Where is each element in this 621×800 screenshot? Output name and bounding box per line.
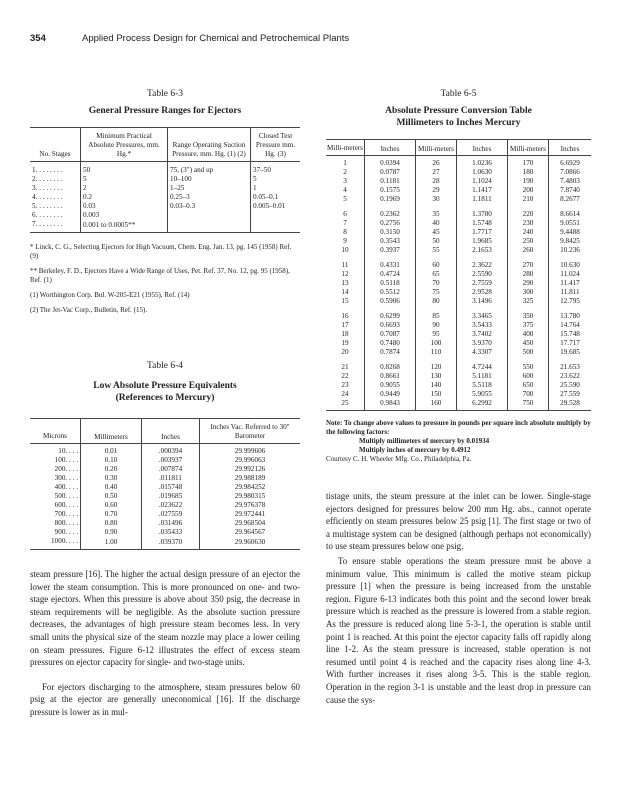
table-6-3-label: Table 6-3 <box>146 89 183 99</box>
right-paragraph-1: tistage units, the steam pressure at the inlet can be lower. Single-stage ejectors designed for pressures below 200 mm Hg. abs., cannot operate efficiently on steam pressures below 25 psig [1]. The first stage or two of a multistage system can be designed (although perhaps not economically) to use steam pressures below one psig. <box>326 491 591 552</box>
table-cell: 500 <box>508 348 549 357</box>
table-cell: 0.7480 <box>365 339 416 348</box>
table-6-4 <box>30 418 300 550</box>
table-cell: 11.417 <box>560 278 580 287</box>
table-row: 2. . . . . . . . 5 10–100 5 <box>32 174 257 183</box>
t64-header-inches: Inches <box>142 419 200 444</box>
table-6-4-title: Low Absolute Pressure Equivalents <box>93 381 237 391</box>
table-cell: 8 <box>326 228 365 237</box>
t65-header-in-1: Inches <box>365 140 416 156</box>
table-cell: 250 <box>508 237 549 246</box>
table-cell: 180 <box>508 168 549 177</box>
table-row <box>326 195 591 204</box>
table-cell: 0.9055 <box>365 381 416 390</box>
table-cell: 1.3780 <box>457 210 508 219</box>
table-cell: 400 <box>508 330 549 339</box>
table-cell: 750 <box>508 399 549 408</box>
table-cell: 140 <box>416 381 457 390</box>
table-cell: 27.559 <box>560 389 580 398</box>
table-row: 3. . . . . . . . 2 1–25 1 <box>32 183 257 192</box>
table-cell: 0.5512 <box>365 288 416 297</box>
table-cell: 0.1969 <box>365 195 416 204</box>
table-row: 200. . . . 0.20 .007874 29.992126 <box>30 465 300 474</box>
table-row: 900. . . . 0.90 .035433 29.964567 <box>30 528 300 537</box>
table-cell: 23.622 <box>560 371 580 380</box>
table-row: 7. . . . . . . . 0.001 to 0.0005** <box>30 220 300 233</box>
table-row: 400. . . . 0.40 .015748 29.984252 <box>30 483 300 492</box>
table-row <box>326 363 591 372</box>
table-cell: 18 <box>326 330 365 339</box>
table-cell: 2.1653 <box>457 246 508 255</box>
table-cell: 5.9055 <box>457 390 508 399</box>
t63-header-closed-test: Closed Test Pressure mm. Hg. (3) <box>255 132 296 158</box>
table-cell: 8.2677 <box>560 194 580 203</box>
table-cell: 6.6929 <box>560 158 580 167</box>
table-cell: 17 <box>326 321 365 330</box>
table-cell: 150 <box>416 390 457 399</box>
table-row <box>326 279 591 288</box>
table-cell: 0.7874 <box>365 348 416 357</box>
table-cell: 17.717 <box>560 338 580 347</box>
t63-header-stages: No. Stages <box>30 128 81 162</box>
table-row <box>326 288 591 297</box>
table-cell: 23 <box>326 381 365 390</box>
table-cell: 3 <box>326 177 365 186</box>
table-row <box>326 228 591 237</box>
table-cell: 0.5906 <box>365 297 416 306</box>
table-row: 1000. . . . 1.00 .039370 29.960630 <box>30 537 300 550</box>
table-row <box>326 237 591 246</box>
table-cell: 24 <box>326 390 365 399</box>
table-row <box>326 270 591 279</box>
table-cell: 16 <box>326 312 365 321</box>
table-row: 6. . . . . . . . 0.003 <box>30 211 300 220</box>
table-cell: 5.5118 <box>457 381 508 390</box>
running-title: Applied Process Design for Chemical and Petrochemical Plants <box>82 33 350 44</box>
table-cell: 55 <box>416 246 457 255</box>
table-cell: 1 <box>326 159 365 168</box>
table-cell: 29.528 <box>560 398 580 407</box>
table-row <box>326 321 591 330</box>
table-cell: 130 <box>416 372 457 381</box>
table-cell: 230 <box>508 219 549 228</box>
table-cell: 4 <box>326 186 365 195</box>
table-row <box>326 261 591 270</box>
table-cell: 22 <box>326 372 365 381</box>
left-paragraph-1: steam pressure [16]. The higher the actual design pressure of an ejector the lower the steam consumption. This is more pronounced on one- and two-stage ejectors. When this pressure is above about 350 psig, the decrease in steam requirements will be negligible. As the absolute suction pressure decreases, the advantages of high pressure steam becomes less. In very small units the physical size of the steam nozzle may place a lower ceiling on steam pressures. Figure 6-12 illustrates the effect of excess steam pressures on ejector capacity for single- and two-stage units. <box>30 569 300 668</box>
table-cell: 0.3543 <box>365 237 416 246</box>
table-cell: 7 <box>326 219 365 228</box>
table-row <box>326 219 591 228</box>
table-row <box>326 330 591 339</box>
page-number: 354 <box>30 33 46 44</box>
table-cell: 650 <box>508 381 549 390</box>
right-paragraph-2: To ensure stable operations the steam pressure must be above a minimum value. This minimum is called the motive steam pickup pressure [1] when the pressure is being increased from the unstable region. Figure 6-13 indicates both this point and the second lower break pressure which is reached as the pressure is lowered from a stable region. As the pressure is reduced along line 5-3-1, the operation is stable until point 1 is reached. At this point the ejector capacity falls off rapidly along line 1-2. As the steam pressure is increased, stable operation is not resumed until point 4 is reached and the capacity rises along line 4-3. With further increases it rises along 3-5. This is the stable region. Operation in the region 3-1 is unstable and the least drop in pressure can cause the sys- <box>326 555 591 705</box>
table-row <box>326 381 591 390</box>
table-cell: 1.7717 <box>457 228 508 237</box>
table-cell: 0.4331 <box>365 261 416 270</box>
table-cell: 12 <box>326 270 365 279</box>
table-cell: 6 <box>326 210 365 219</box>
table-cell: 2.3622 <box>457 261 508 270</box>
table-cell: 0.2362 <box>365 210 416 219</box>
table-row <box>326 348 591 357</box>
table-row <box>326 312 591 321</box>
table-cell: 700 <box>508 390 549 399</box>
table-cell: 20 <box>326 348 365 357</box>
table-row <box>326 177 591 186</box>
t65-header-mm-2: Milli-meters <box>416 140 457 156</box>
table-cell: 0.8661 <box>365 372 416 381</box>
table-row <box>326 399 591 408</box>
table-6-5-label: Table 6-5 <box>440 89 477 99</box>
table-cell: 1.5748 <box>457 219 508 228</box>
table-cell: 14.764 <box>560 320 580 329</box>
table-cell: 14 <box>326 288 365 297</box>
table-cell: 5.1181 <box>457 372 508 381</box>
table-row: 100. . . . 0.10 .003937 29.996063 <box>30 456 300 465</box>
table-cell: 1.9685 <box>457 237 508 246</box>
table-cell: 15.748 <box>560 329 580 338</box>
table-cell: 65 <box>416 270 457 279</box>
table-cell: 7.8740 <box>560 185 580 194</box>
table-cell: 7.0866 <box>560 167 580 176</box>
table-6-5-block <box>326 88 591 464</box>
table-row: 600. . . . 0.60 .023622 29.976378 <box>30 501 300 510</box>
table-cell: 15 <box>326 297 365 306</box>
table-cell: 11 <box>326 261 365 270</box>
table-cell: 1.1024 <box>457 177 508 186</box>
table-cell: 13 <box>326 279 365 288</box>
t65-courtesy: Courtesy C. H. Wheeler Mfg. Co., Philadelphia, Pa. <box>326 455 472 463</box>
table-cell: 21 <box>326 363 365 372</box>
table-cell: 210 <box>508 195 549 204</box>
t65-header-mm-1: Milli-meters <box>326 140 365 156</box>
table-row <box>326 159 591 168</box>
table-cell: 30 <box>416 195 457 204</box>
table-row <box>326 246 591 255</box>
table-6-4-subtitle: (References to Mercury) <box>115 393 215 403</box>
t65-note-line-3: Multiply inches of mercury by 0.4912 <box>359 446 471 454</box>
table-row <box>326 168 591 177</box>
table-cell: 0.6693 <box>365 321 416 330</box>
table-cell: 40 <box>416 219 457 228</box>
t63-header-min-pressure: Minimum Practical Absolute Pressures, mm. Hg.* <box>81 128 168 162</box>
table-cell: 10.236 <box>560 245 580 254</box>
table-cell: 0.3150 <box>365 228 416 237</box>
table-row: 1. . . . . . . . 50 75, (3") and up 37–50 <box>32 165 271 174</box>
t63-note-4: (2) The Jet-Vac Corp., Bulletin, Ref. (15). <box>30 305 148 314</box>
table-cell: 0.6299 <box>365 312 416 321</box>
table-cell: 1.1811 <box>457 195 508 204</box>
table-cell: 0.4724 <box>365 270 416 279</box>
t63-header-operating-range: Range Operating Suction Pressure, mm. Hg. (1) (2) <box>168 128 251 162</box>
table-cell: 6.2992 <box>457 399 508 408</box>
table-cell: 280 <box>508 270 549 279</box>
table-cell: 290 <box>508 279 549 288</box>
table-cell: 70 <box>416 279 457 288</box>
right-body-text <box>326 490 591 706</box>
t63-note-2: ** Berkeley, F. D., Ejectors Have a Wide Range of Uses, Pet. Ref. 37, No. 12, pg. 95 (1958), Ref. (1) <box>30 266 290 284</box>
page-header <box>30 33 591 47</box>
table-cell: 4.3307 <box>457 348 508 357</box>
table-6-5-body <box>326 156 591 411</box>
table-cell: 350 <box>508 312 549 321</box>
table-cell: 1.1417 <box>457 186 508 195</box>
table-cell: 29 <box>416 186 457 195</box>
table-cell: 75 <box>416 288 457 297</box>
left-body-text <box>30 568 300 719</box>
table-cell: 10.630 <box>560 260 580 269</box>
t65-header-in-2: Inches <box>457 140 508 156</box>
table-cell: 26 <box>416 159 457 168</box>
table-cell: 50 <box>416 237 457 246</box>
table-cell: 80 <box>416 297 457 306</box>
table-row: 10. . . . 0.01 .000394 29.999606 <box>30 447 300 456</box>
table-cell: 9.4488 <box>560 227 580 236</box>
table-cell: 270 <box>508 261 549 270</box>
table-cell: 95 <box>416 330 457 339</box>
t64-header-vacuum: Inches Vac. Referred to 30" Barometer <box>210 423 290 440</box>
table-cell: 8.6614 <box>560 209 580 218</box>
t63-note-1: * Linck, C. G., Selecting Ejectors for High Vacuum, Chem. Eng. Jan. 13, pg. 145 (1958) Ref. (9) <box>30 242 292 260</box>
table-cell: 1.0630 <box>457 168 508 177</box>
table-cell: 3.5433 <box>457 321 508 330</box>
table-cell: 9.0551 <box>560 218 580 227</box>
table-cell: 2 <box>326 168 365 177</box>
table-cell: 260 <box>508 246 549 255</box>
table-cell: 375 <box>508 321 549 330</box>
table-cell: 0.9843 <box>365 399 416 408</box>
table-cell: 0.1181 <box>365 177 416 186</box>
table-cell: 110 <box>416 348 457 357</box>
table-cell: 2.5590 <box>457 270 508 279</box>
table-cell: 9.8425 <box>560 236 580 245</box>
t64-header-microns: Microns <box>30 419 81 444</box>
table-cell: 0.2756 <box>365 219 416 228</box>
table-cell: 120 <box>416 363 457 372</box>
table-cell: 19 <box>326 339 365 348</box>
table-row <box>326 372 591 381</box>
table-cell: 90 <box>416 321 457 330</box>
table-cell: 0.0394 <box>365 159 416 168</box>
table-6-5-notes <box>326 419 591 464</box>
table-6-3-notes <box>30 243 300 315</box>
t65-header-in-3: Inches <box>560 145 580 153</box>
table-cell: 550 <box>508 363 549 372</box>
table-cell: 7.4803 <box>560 176 580 185</box>
table-cell: 3.1496 <box>457 297 508 306</box>
table-cell: 11.024 <box>560 269 580 278</box>
table-row: 300. . . . 0.30 .011811 29.988189 <box>30 474 300 483</box>
t63-note-3: (1) Worthington Corp. Bul. W-205-E21 (1955), Ref. (14) <box>30 290 190 299</box>
table-cell: 450 <box>508 339 549 348</box>
table-cell: 160 <box>416 399 457 408</box>
table-cell: 300 <box>508 288 549 297</box>
table-row <box>326 390 591 399</box>
table-cell: 19.685 <box>560 347 580 356</box>
table-cell: 25.590 <box>560 380 580 389</box>
t65-note-line-1: Note: To change above values to pressure in pounds per square inch absolute multiply by the following factors: <box>326 419 591 436</box>
table-cell: 28 <box>416 177 457 186</box>
table-cell: 85 <box>416 312 457 321</box>
t65-header-mm-3: Milli-meters <box>508 140 549 156</box>
table-cell: 1.0236 <box>457 159 508 168</box>
table-cell: 4.7244 <box>457 363 508 372</box>
table-row <box>326 210 591 219</box>
table-cell: 240 <box>508 228 549 237</box>
table-cell: 60 <box>416 261 457 270</box>
table-6-4-label: Table 6-4 <box>146 361 183 371</box>
table-row: 800. . . . 0.80 .031496 29.968504 <box>30 519 300 528</box>
left-paragraph-2: For ejectors discharging to the atmosphere, steam pressures below 60 psig at the ejector are generally uneconomical [16]. If the discharge pressure is lower as in mul- <box>30 681 300 717</box>
table-cell: 2.7559 <box>457 279 508 288</box>
table-cell: 5 <box>326 195 365 204</box>
table-cell: 200 <box>508 186 549 195</box>
table-cell: 220 <box>508 210 549 219</box>
table-cell: 35 <box>416 210 457 219</box>
table-cell: 3.3465 <box>457 312 508 321</box>
t65-note-line-2: Multiply millimeters of mercury by 0.01934 <box>359 437 490 445</box>
table-cell: 0.3937 <box>365 246 416 255</box>
table-cell: 3.9370 <box>457 339 508 348</box>
table-cell: 21.653 <box>560 362 580 371</box>
table-cell: 0.9449 <box>365 390 416 399</box>
table-row: 700. . . . 0.70 .027559 29.972441 <box>30 510 300 519</box>
table-cell: 9 <box>326 237 365 246</box>
table-6-5-subtitle: Millimeters to Inches Mercury <box>396 118 521 128</box>
table-row: 5. . . . . . . . 0.03 0.03–0.3 0.005–0.01 <box>32 201 286 210</box>
table-cell: 190 <box>508 177 549 186</box>
table-cell: 0.0787 <box>365 168 416 177</box>
table-cell: 25 <box>326 399 365 408</box>
table-cell: 325 <box>508 297 549 306</box>
table-6-5 <box>326 139 591 411</box>
table-row <box>326 186 591 195</box>
table-6-4-block <box>30 360 300 550</box>
table-cell: 45 <box>416 228 457 237</box>
table-6-5-title: Absolute Pressure Conversion Table <box>385 106 532 116</box>
table-cell: 11.811 <box>560 287 580 296</box>
table-6-3-title: General Pressure Ranges for Ejectors <box>88 106 242 116</box>
table-cell: 10 <box>326 246 365 255</box>
table-cell: 12.795 <box>560 296 580 305</box>
table-cell: 100 <box>416 339 457 348</box>
table-cell: 600 <box>508 372 549 381</box>
t64-header-mm: Millimeters <box>81 419 142 444</box>
table-cell: 170 <box>508 159 549 168</box>
table-cell: 0.5118 <box>365 279 416 288</box>
table-cell: 27 <box>416 168 457 177</box>
table-row: 4. . . . . . . . 0.2 0.25–3 0.05–0.1 <box>32 192 279 201</box>
table-cell: 0.7087 <box>365 330 416 339</box>
table-row <box>326 339 591 348</box>
table-cell: 13.780 <box>560 311 580 320</box>
table-row: 500. . . . 0.50 .019685 29.980315 <box>30 492 300 501</box>
table-cell: 2.9528 <box>457 288 508 297</box>
table-cell: 0.1575 <box>365 186 416 195</box>
table-6-3-block <box>30 88 300 315</box>
table-cell: 0.8268 <box>365 363 416 372</box>
table-row <box>326 297 591 306</box>
table-6-3 <box>30 127 300 233</box>
table-cell: 3.7402 <box>457 330 508 339</box>
